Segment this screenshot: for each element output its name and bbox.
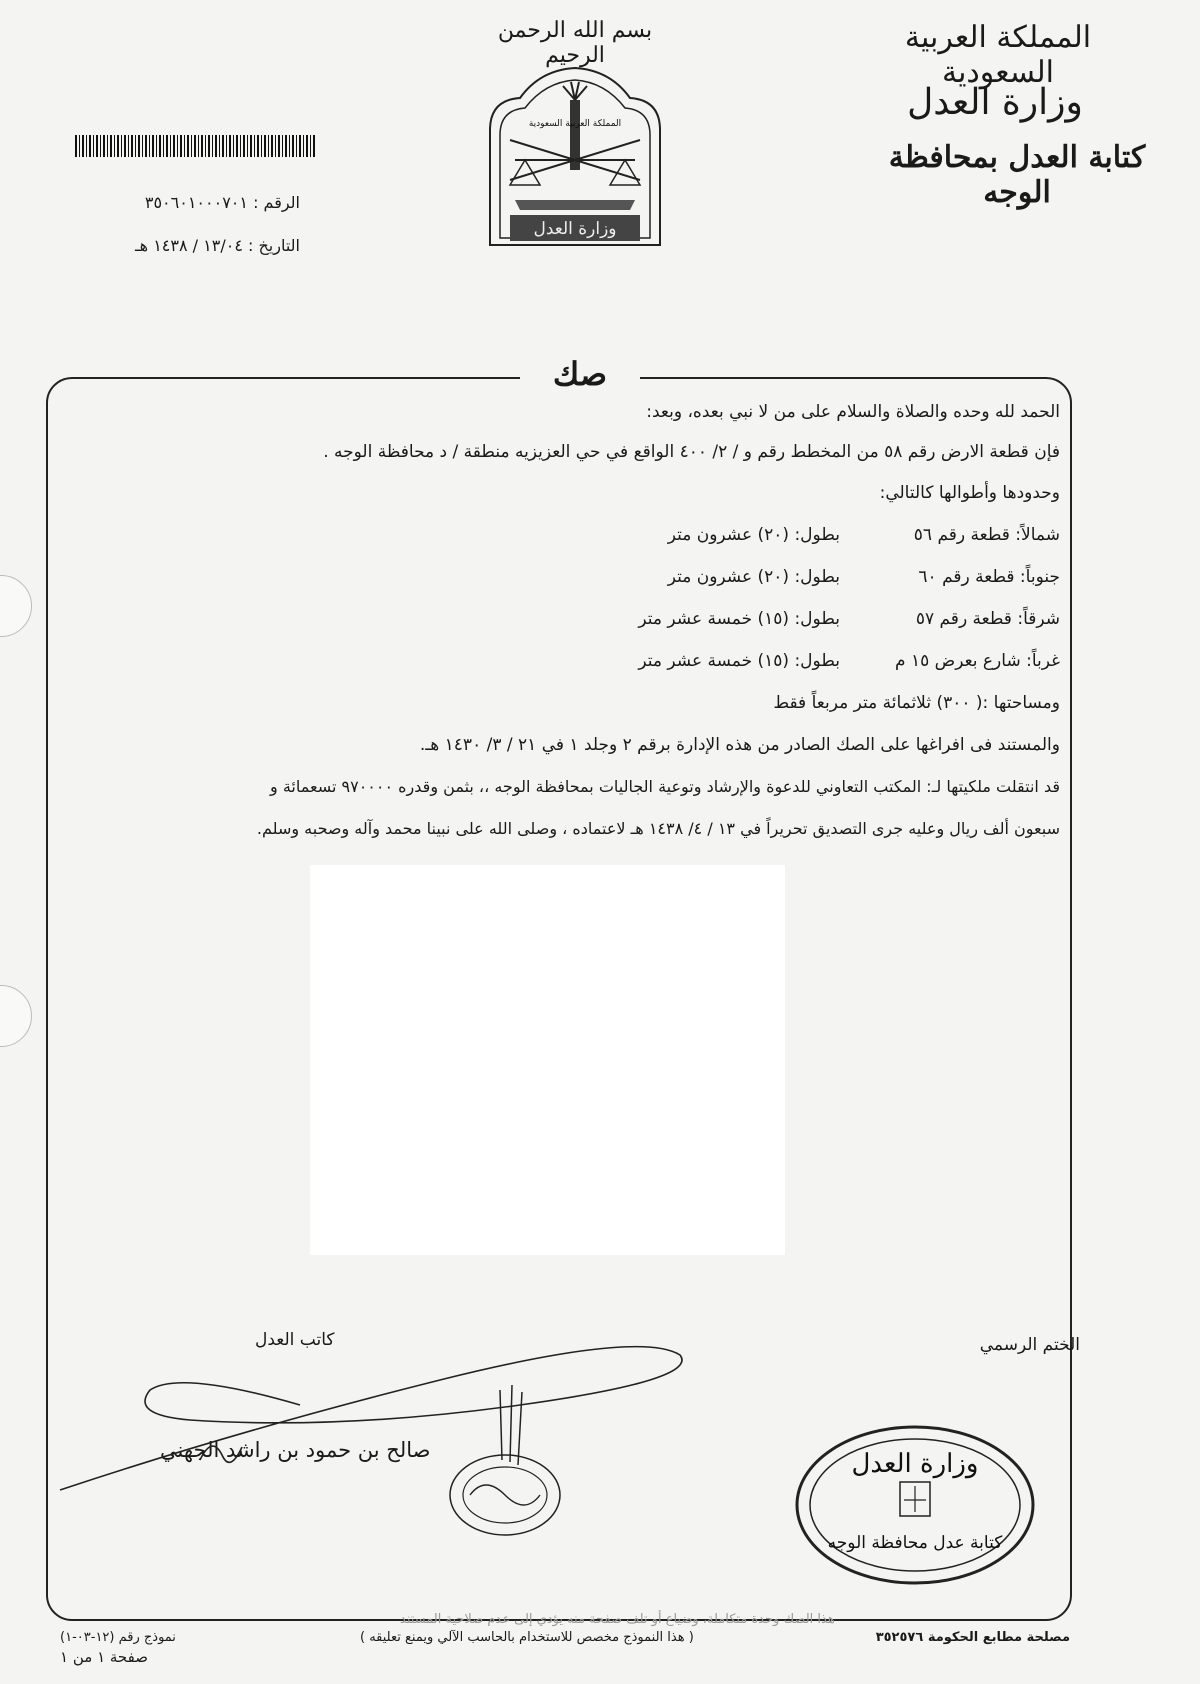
redacted-area bbox=[310, 865, 785, 1255]
deed-number: الرقم : ٣٥٠٦٠١٠٠٠٧٠١ bbox=[144, 193, 300, 212]
border-length: بطول: (٢٠) عشرون متر bbox=[667, 525, 840, 545]
border-length: بطول: (١٥) خمسة عشر متر bbox=[638, 651, 840, 671]
emblem-text: وزارة العدل bbox=[533, 219, 617, 239]
deed-date: التاريخ : ١٣/٠٤ / ١٤٣٨ هـ bbox=[134, 236, 300, 255]
office-title: كتابة العدل بمحافظة الوجه bbox=[888, 140, 1146, 210]
deed-transfer-1: قد انتقلت ملكيتها لـ: المكتب التعاوني للدعوة والإرشاد وتوعية الجاليات بمحافظة الوجه ،، بثمن وقدره ٩٧٠٠٠٠ تسعمائة و bbox=[270, 777, 1060, 796]
border-length: بطول: (٢٠) عشرون متر bbox=[667, 567, 840, 587]
ministry-emblem-icon bbox=[470, 60, 680, 250]
seal-bottom-text: كتابة عدل محافظة الوجه bbox=[827, 1533, 1003, 1553]
hole-punch bbox=[0, 575, 32, 637]
deed-transfer-2: سبعون ألف ريال وعليه جرى التصديق تحريراً في ١٣ / ٤/ ١٤٣٨ هـ لاعتماده ، وصلى الله على نبينا محمد وآله وصحبه وسلم. bbox=[256, 819, 1060, 838]
border-side: جنوباً: قطعة رقم ٦٠ bbox=[918, 567, 1060, 587]
hole-punch bbox=[0, 985, 32, 1047]
border-side: غرباً: شارع بعرض ١٥ م bbox=[895, 651, 1060, 671]
footer-faint-note: هذا الصك وحدة متكاملة، وضياع أو تلف صفحة منه يؤدي إلى عدم صلاحية المستند bbox=[400, 1612, 835, 1627]
deed-borders-intro: وحدودها وأطوالها كالتالي: bbox=[879, 483, 1060, 503]
basmala: بسم الله الرحمن الرحيم bbox=[497, 18, 653, 68]
deed-source: والمستند فى افراغها على الصك الصادر من هذه الإدارة برقم ٢ وجلد ١ في ٢١ / ٣/ ١٤٣٠ هـ. bbox=[419, 735, 1060, 755]
emblem-inner-text: المملكة العربية السعودية bbox=[528, 119, 622, 129]
deed-area: ومساحتها :( ٣٠٠) ثلاثمائة متر مربعاً فقط bbox=[773, 693, 1060, 713]
seal-top-text: وزارة العدل bbox=[851, 1449, 979, 1479]
deed-title: صك bbox=[520, 355, 640, 393]
kingdom-title: المملكة العربية السعودية bbox=[904, 20, 1092, 90]
deed-opening: الحمد لله وحده والصلاة والسلام على من لا نبي بعده، وبعد: bbox=[646, 402, 1060, 422]
printer-note: مصلحة مطابع الحكومة ٣٥٢٥٧٦ bbox=[875, 1630, 1070, 1645]
notary-name: صالح بن حمود بن راشد الجهني bbox=[160, 1438, 431, 1462]
official-seal-icon bbox=[790, 1420, 1040, 1590]
ministry-title: وزارة العدل bbox=[907, 82, 1083, 123]
computer-use-note: ( هذا النموذج مخصص للاستخدام بالحاسب الآلي ويمنع تعليقه ) bbox=[360, 1630, 694, 1645]
border-side: شرقاً: قطعة رقم ٥٧ bbox=[915, 609, 1060, 629]
barcode bbox=[75, 135, 315, 157]
form-number: نموذج رقم (١٢-٠٣-١) bbox=[60, 1630, 176, 1645]
page-number: صفحة ١ من ١ bbox=[60, 1648, 148, 1666]
border-side: شمالاً: قطعة رقم ٥٦ bbox=[913, 525, 1060, 545]
notary-stamp-icon bbox=[440, 1380, 570, 1550]
official-seal-label: الختم الرسمي bbox=[979, 1335, 1080, 1355]
deed-property: فإن قطعة الارض رقم ٥٨ من المخطط رقم و / ٢/ ٤٠٠ الواقع في حي العزيزيه منطقة / د محافظة الوجه . bbox=[323, 442, 1060, 462]
notary-signature-icon bbox=[40, 1310, 740, 1510]
notary-label: كاتب العدل bbox=[255, 1330, 335, 1350]
border-length: بطول: (١٥) خمسة عشر متر bbox=[638, 609, 840, 629]
